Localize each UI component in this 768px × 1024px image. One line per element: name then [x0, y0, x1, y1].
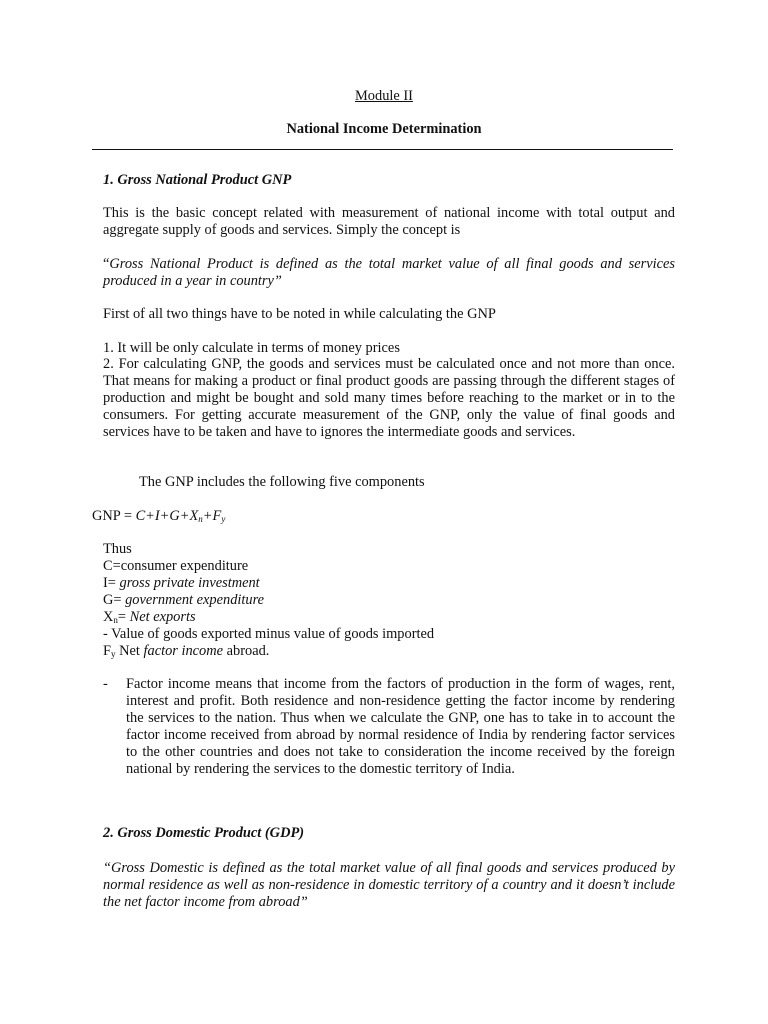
government-value: government expenditure — [125, 592, 265, 608]
section-2-heading: 2. Gross Domestic Product (GDP) — [103, 825, 305, 841]
consumer-expenditure-line: C=consumer expenditure — [103, 558, 249, 574]
exports-minus-imports-line: - Value of goods exported minus value of goods imported — [103, 626, 435, 642]
section-1-intro: This is the basic concept related with measurement of national income with total output and aggregate supply of goods and services. Simply the concept is — [103, 205, 675, 238]
components-intro: The GNP includes the following five components — [139, 474, 425, 490]
net-exports-sub: n — [113, 615, 118, 625]
components-list — [103, 541, 675, 660]
definition-open-quote: “ — [103, 256, 110, 272]
factor-income-label: F — [103, 643, 112, 659]
title-divider — [92, 149, 673, 150]
factor-income-value: factor income — [143, 643, 224, 659]
formula-cig: C+I+G+X — [135, 508, 199, 524]
net-exports-label: X — [103, 609, 114, 625]
net-exports-eq: = — [117, 609, 130, 625]
point-2: 2. For calculating GNP, the goods and services must be calculated once and not more than once. That means for making a product or final product goods are passing through the different stages of production and might be bought and sold many times before reaching to the market or in to the consumers. For getting accurate measurement of the GNP, only the value of final goods and services have to be taken and have to ignores the intermediate goods and services. — [103, 356, 675, 440]
formula-fy-sub: y — [221, 514, 226, 524]
factor-income-paragraph: Factor income means that income from the factors of production in the form of wages, rent, interest and profit. Both residence and non-residence getting the factor income by rendering the services to the nation. Thus when we calculate the GNP, one has to take in to account the factor income received from abroad by normal residence of India by rendering factor services to the other countries and does not take to consideration the income received by the foreign national by rendering the services to the domestic territory of India. — [126, 676, 675, 777]
net-exports-line — [103, 609, 675, 626]
investment-label: I= — [103, 575, 120, 591]
gnp-definition-quote — [103, 256, 675, 290]
government-label: G= — [103, 592, 126, 608]
investment-value: gross private investment — [119, 575, 260, 591]
factor-income-line — [103, 643, 675, 660]
government-line — [103, 592, 675, 609]
investment-line — [103, 575, 675, 592]
formula-xn-sub: n — [198, 514, 203, 524]
net-exports-value: Net exports — [129, 609, 196, 625]
formula-plus-f: +F — [202, 508, 222, 524]
factor-income-sub: y — [111, 649, 116, 659]
gdp-definition: “Gross Domestic is defined as the total market value of all final goods and services produced by normal residence as well as non-residence in domestic territory of a country and it doesn’t include the net factor income from abroad” — [103, 860, 675, 910]
page-title: National Income Determination — [286, 121, 482, 137]
section-1-heading: 1. Gross National Product GNP — [103, 172, 292, 188]
factor-income-tail: abroad. — [223, 643, 270, 659]
gnp-formula — [92, 508, 225, 525]
gnp-definition-text: Gross National Product is defined as the total market value of all final goods and services produced in a year in country” — [103, 256, 675, 289]
thus-label: Thus — [103, 541, 132, 557]
point-1: 1. It will be only calculate in terms of money prices — [103, 340, 400, 356]
factor-income-net: Net — [115, 643, 144, 659]
module-label: Module II — [355, 88, 413, 104]
formula-lhs: GNP = — [92, 508, 136, 524]
bullet-dash: - — [103, 676, 108, 692]
noted-sentence: First of all two things have to be noted in while calculating the GNP — [103, 306, 496, 322]
